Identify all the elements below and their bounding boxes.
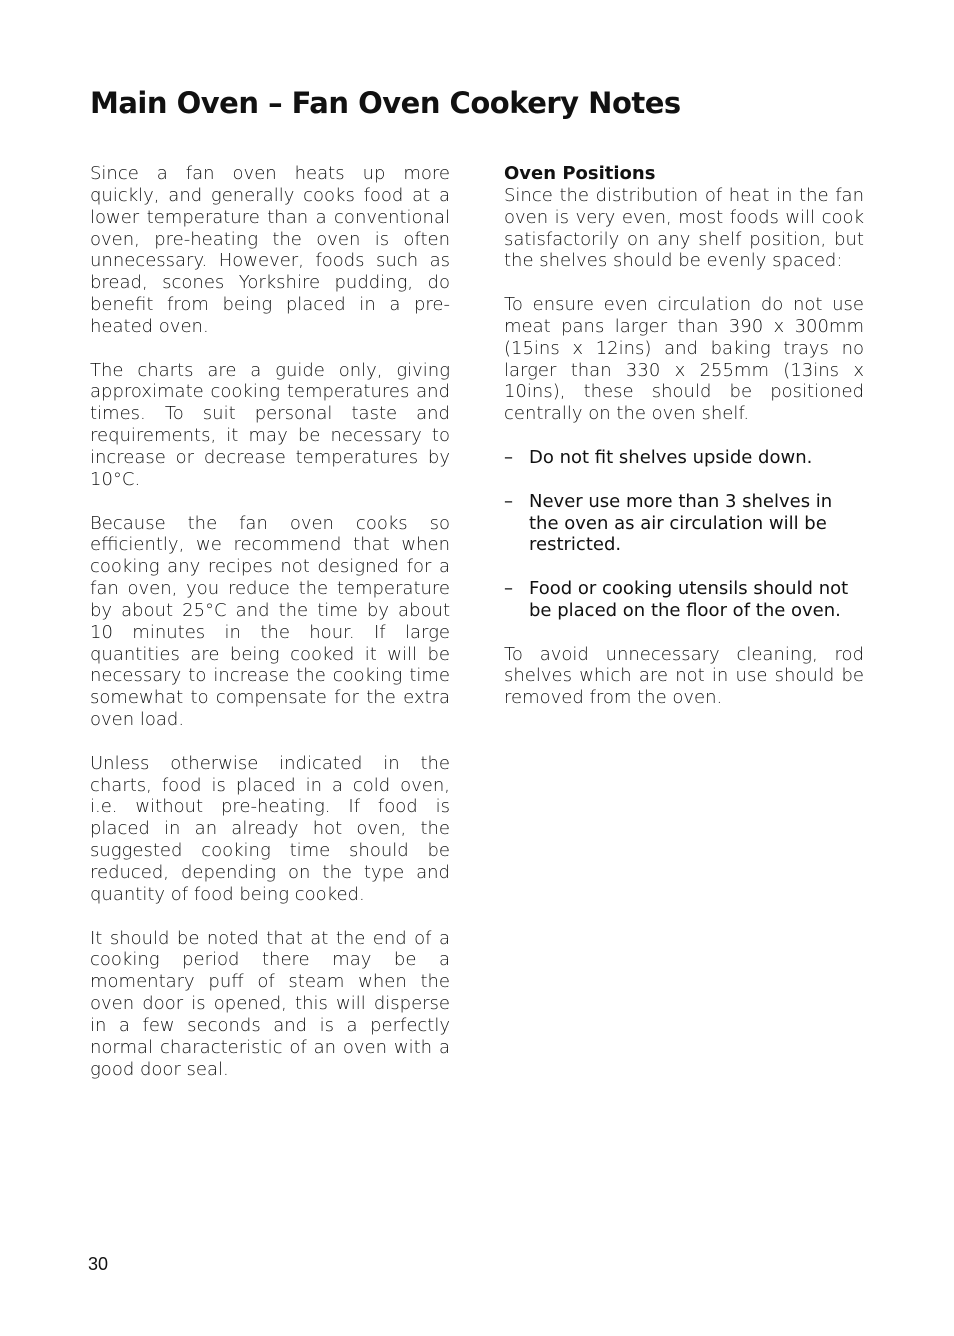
- list-item-text: Food or cooking utensils should not be placed on the floor of the oven.: [529, 578, 849, 621]
- paragraph-circulation: To ensure even circulation do not use meat pans larger than 390 x 300mm (15ins x 12ins) and baking trays no larger than 330 x 255mm (13ins x 10ins), these should be positioned centrally on the oven shelf.: [504, 294, 864, 425]
- page-title: Main Oven – Fan Oven Cookery Notes: [90, 86, 681, 120]
- shelf-rules-list: [504, 447, 864, 622]
- dash-bullet: –: [504, 578, 513, 600]
- paragraph-efficiency: Because the fan oven cooks so efficiently, we recommend that when cooking any recipes not designed for a fan oven, you reduce the temperature by about 25°C and the time by about 10 minutes in the hour. If large quantities are being cooked it will be necessary to increase the cooking time somewhat to compensate for the extra oven load.: [90, 512, 450, 731]
- left-column: [90, 163, 450, 1102]
- list-item-text: Never use more than 3 shelves in the oven as air circulation will be restricted.: [529, 490, 833, 556]
- right-column: [504, 163, 864, 731]
- dash-bullet: –: [504, 446, 513, 468]
- paragraph-steam: It should be noted that at the end of a cooking period there may be a momentary puff of steam when the oven door is opened, this will disperse in a few seconds and is a perfectly normal characteristic of an oven with a good door seal.: [90, 927, 450, 1080]
- paragraph-charts-guide: The charts are a guide only, giving approximate cooking temperatures and times. To suit personal taste and requirements, it may be necessary to increase or decrease temperatures by 10°C.: [90, 359, 450, 490]
- list-item: [504, 491, 864, 557]
- list-item-text: Do not fit shelves upside down.: [529, 446, 813, 468]
- list-item: [504, 578, 864, 622]
- paragraph-preheating: Since a fan oven heats up more quickly, and generally cooks food at a lower temperature than a conventional oven, pre-heating the oven is often unnecessary. However, foods such as bread, scones Yorkshire pudding, do benefit from being placed in a pre-heated oven.: [90, 163, 450, 337]
- paragraph-heat-distribution: Since the distribution of heat in the fan oven is very even, most foods will cook satisfactorily on any shelf position, but the shelves should be evenly spaced:: [504, 184, 864, 272]
- paragraph-rod-shelves: To avoid unnecessary cleaning, rod shelves which are not in use should be removed from the oven.: [504, 643, 864, 709]
- list-item: [504, 447, 864, 469]
- page-number: 30: [88, 1254, 109, 1274]
- paragraph-cold-oven: Unless otherwise indicated in the charts, food is placed in a cold oven, i.e. without pre-heating. If food is placed in an already hot oven, the suggested cooking time should be reduced, depending on the type and quantity of food being cooked.: [90, 752, 450, 905]
- section-heading-oven-positions: Oven Positions: [504, 163, 656, 184]
- dash-bullet: –: [504, 490, 513, 512]
